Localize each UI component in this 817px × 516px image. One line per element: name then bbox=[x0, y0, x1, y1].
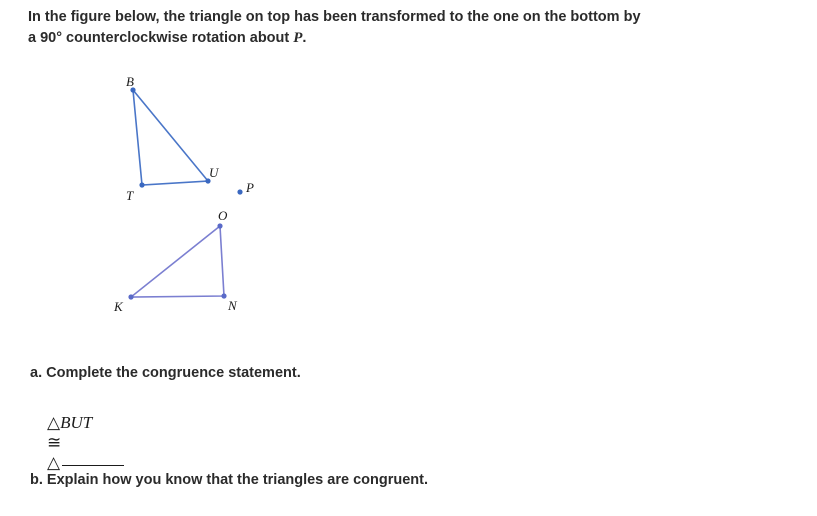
label-B: B bbox=[126, 74, 134, 89]
prompt-line-1: In the figure below, the triangle on top has been transformed to the one on the bottom by bbox=[28, 9, 641, 25]
label-T: T bbox=[126, 188, 134, 203]
prompt-line-2-before: a 90° counterclockwise rotation about bbox=[28, 29, 294, 46]
vertex-N-dot bbox=[221, 293, 226, 298]
congruence-symbol: ≅ bbox=[47, 433, 62, 452]
upper-triangle-outline bbox=[133, 90, 208, 185]
rotation-center bbox=[237, 189, 242, 194]
question-b-label: b. Explain how you know that the triangles are congruent. bbox=[30, 472, 428, 488]
point-P-dot bbox=[237, 189, 242, 194]
vertex-K-dot bbox=[128, 294, 133, 299]
vertex-O-dot bbox=[217, 223, 222, 228]
label-N: N bbox=[228, 298, 237, 313]
triangle-symbol-left: △ bbox=[47, 413, 61, 432]
label-U: U bbox=[209, 165, 219, 180]
upper-triangle-BTU bbox=[130, 87, 210, 187]
label-P: P bbox=[246, 180, 254, 195]
rotation-center-point: P bbox=[293, 29, 303, 46]
triangle-symbol-right: △ bbox=[47, 453, 61, 472]
congruence-left-vertices: BUT bbox=[60, 413, 93, 432]
prompt-text bbox=[28, 8, 758, 48]
lower-triangle-outline bbox=[131, 226, 224, 297]
label-K: K bbox=[114, 299, 123, 314]
congruence-answer-blank[interactable] bbox=[62, 453, 124, 466]
lower-triangle-OKN bbox=[128, 223, 226, 299]
prompt-line-2-after: . bbox=[302, 29, 307, 46]
question-a-label: a. Complete the congruence statement. bbox=[30, 365, 301, 381]
vertex-T-dot bbox=[139, 182, 144, 187]
figure-svg bbox=[28, 58, 328, 328]
geometry-figure bbox=[28, 58, 328, 328]
label-O: O bbox=[218, 208, 228, 223]
